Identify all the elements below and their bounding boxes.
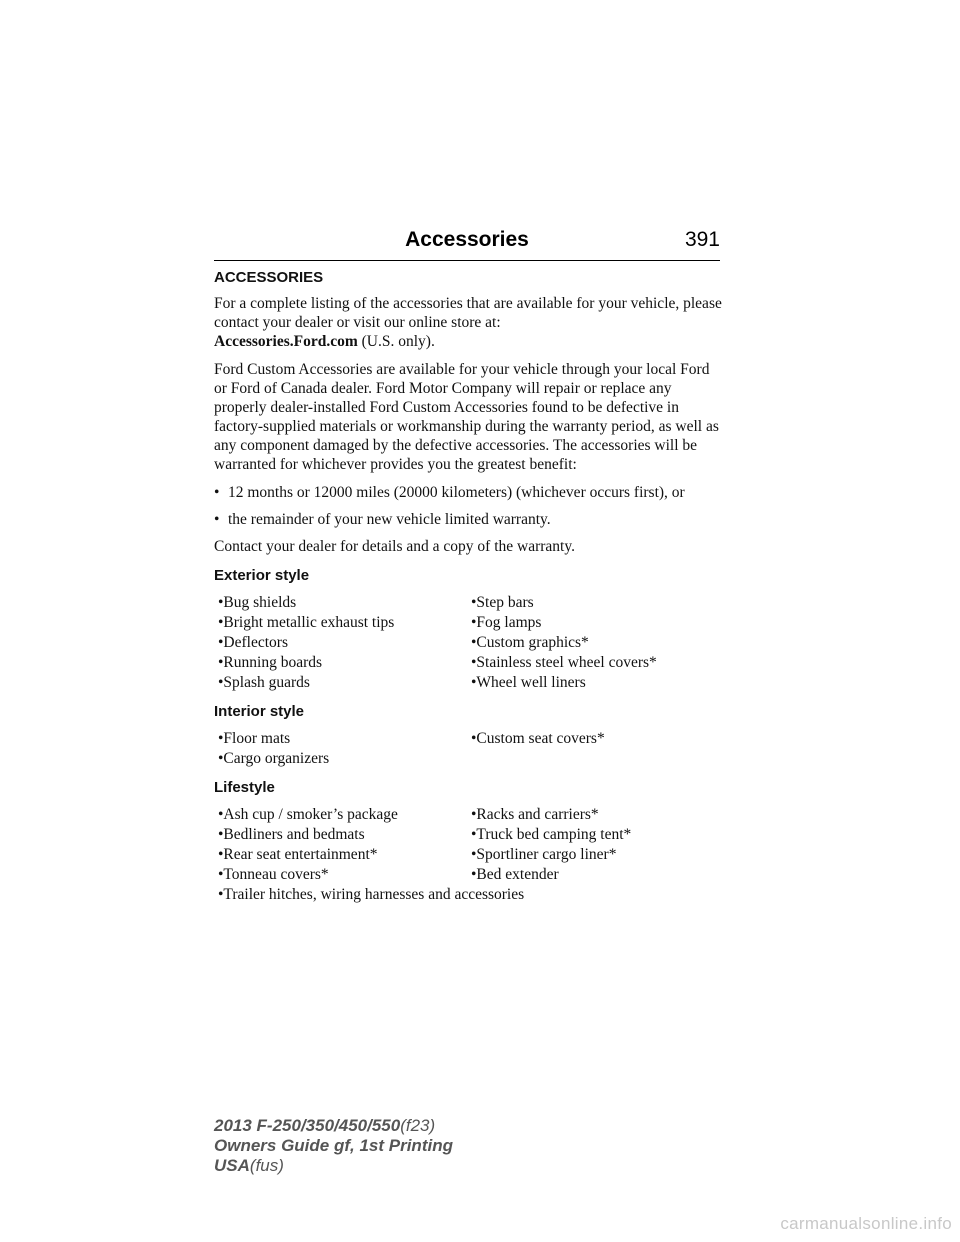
- interior-heading: Interior style: [214, 703, 305, 720]
- lifestyle-list: [214, 805, 724, 904]
- footer-line-2: Owners Guide gf, 1st Printing: [214, 1136, 453, 1155]
- bullet-icon: •: [214, 511, 220, 528]
- intro-text: For a complete listing of the accessories that are available for your vehicle, please contact your dealer or visit our online store at:: [214, 295, 722, 331]
- page-number: 391: [684, 228, 720, 251]
- list-item: •Tonneau covers*: [218, 866, 329, 883]
- list-item: •Deflectors: [218, 634, 288, 651]
- watermark: carmanualsonline.info: [780, 1214, 952, 1233]
- footer-line-1: 2013 F-250/350/450/550(f23): [214, 1116, 436, 1135]
- section-title: ACCESSORIES: [214, 269, 324, 286]
- list-item: •Floor mats: [218, 730, 291, 747]
- list-item: •Ash cup / smoker’s package: [218, 806, 398, 823]
- list-item: •Step bars: [471, 594, 534, 611]
- benefit-item: • the remainder of your new vehicle limited warranty.: [214, 511, 551, 528]
- benefit-item: • 12 months or 12000 miles (20000 kilometers) (whichever occurs first), or: [214, 484, 685, 501]
- running-header: [214, 226, 720, 261]
- bullet-icon: •: [214, 484, 220, 501]
- page-content: [214, 268, 724, 910]
- warranty-paragraph: Ford Custom Accessories are available for your vehicle through your local Ford or Ford of Canada dealer. Ford Motor Company will repair or replace any properly dealer-installed Ford Custom Accessories found to be defective in factory-supplied materials or workmanship during the warranty period, as well as any component damaged by the defective accessories. The accessories will be warranted for whichever provides you the greatest benefit:: [214, 361, 719, 473]
- list-item: •Trailer hitches, wiring harnesses and accessories: [218, 886, 525, 903]
- interior-list: [214, 729, 724, 768]
- list-item: •Fog lamps: [471, 614, 542, 631]
- list-item: •Splash guards: [218, 674, 310, 691]
- list-item: •Running boards: [218, 654, 323, 671]
- intro-suffix: (U.S. only).: [361, 333, 435, 350]
- list-item: •Sportliner cargo liner*: [471, 846, 617, 863]
- lifestyle-heading: Lifestyle: [214, 779, 275, 796]
- list-item: •Bed extender: [471, 866, 559, 883]
- list-item: •Rear seat entertainment*: [218, 846, 378, 863]
- contact-paragraph: Contact your dealer for details and a copy of the warranty.: [214, 538, 575, 555]
- intro-paragraph: [214, 294, 724, 351]
- list-item: •Bug shields: [218, 594, 297, 611]
- benefit-list: [214, 483, 724, 529]
- print-footer: [214, 1116, 453, 1176]
- list-item: •Bright metallic exhaust tips: [218, 614, 395, 631]
- header-title: Accessories: [405, 228, 529, 251]
- exterior-list: [214, 593, 724, 692]
- store-link[interactable]: Accessories.Ford.com: [214, 333, 358, 350]
- footer-line-3: USA(fus): [214, 1156, 284, 1175]
- exterior-heading: Exterior style: [214, 567, 310, 584]
- list-item: •Racks and carriers*: [471, 806, 599, 823]
- list-item: •Stainless steel wheel covers*: [471, 654, 657, 671]
- list-item: •Truck bed camping tent*: [471, 826, 632, 843]
- list-item: •Custom seat covers*: [471, 730, 605, 747]
- list-item: •Wheel well liners: [471, 674, 586, 691]
- list-item: •Custom graphics*: [471, 634, 589, 651]
- list-item: •Cargo organizers: [218, 750, 330, 767]
- list-item: •Bedliners and bedmats: [218, 826, 365, 843]
